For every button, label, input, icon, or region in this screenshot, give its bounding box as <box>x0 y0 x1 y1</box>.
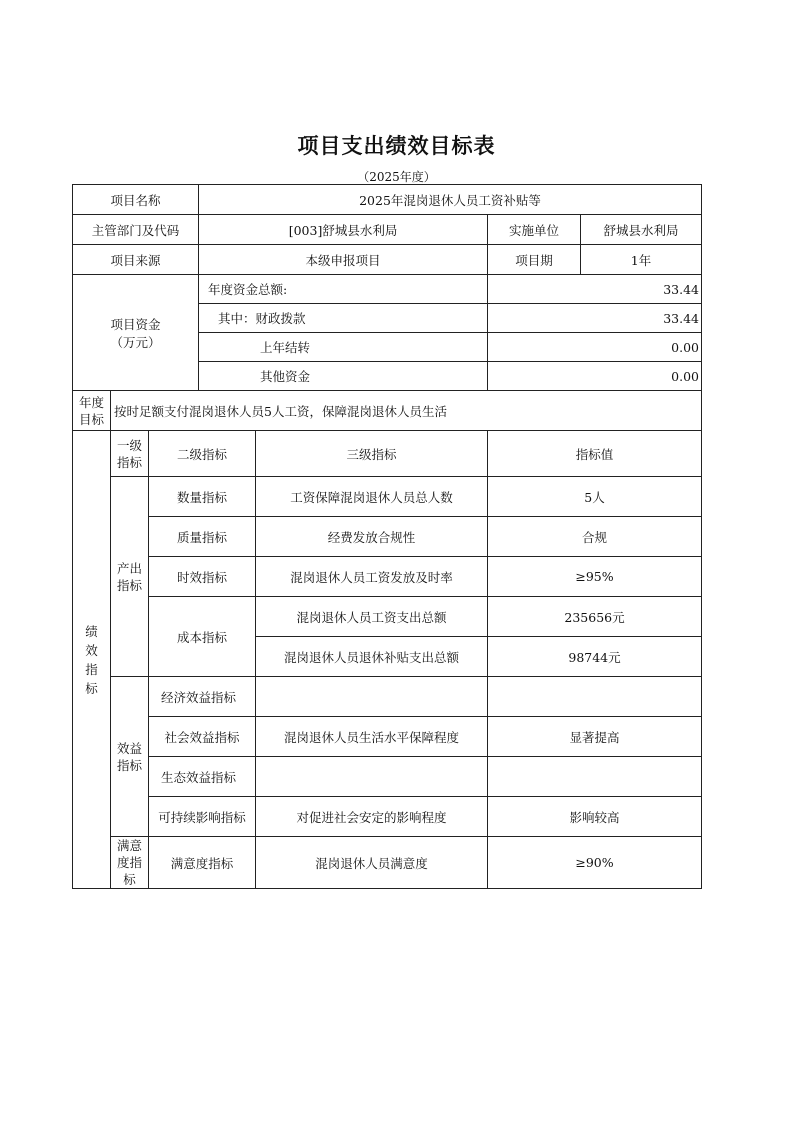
row-benefit-economic <box>73 677 702 717</box>
fund-total-label: 年度资金总额: <box>199 275 488 304</box>
impl-value: 舒城县水利局 <box>581 215 702 245</box>
indicator-value: 98744元 <box>488 637 702 677</box>
indicator-level3: 工资保障混岗退休人员总人数 <box>256 477 488 517</box>
indicator-value: ≥90% <box>488 837 702 889</box>
fund-other-label: 其他资金 <box>199 362 488 391</box>
indicators-label: 绩效指标 <box>73 431 111 889</box>
dept-label: 主管部门及代码 <box>73 215 199 245</box>
row-source <box>73 245 702 275</box>
indicator-level3 <box>256 677 488 717</box>
header-level3: 三级指标 <box>256 431 488 477</box>
indicator-level3: 混岗退休人员满意度 <box>256 837 488 889</box>
header-level1: 一级指标 <box>111 431 149 477</box>
indicator-level2: 社会效益指标 <box>149 717 256 757</box>
indicator-level2: 可持续影响指标 <box>149 797 256 837</box>
row-benefit-ecological <box>73 757 702 797</box>
satisfaction-label: 满意度指标 <box>111 837 149 889</box>
benefit-label: 效益指标 <box>111 677 149 837</box>
source-value: 本级申报项目 <box>199 245 488 275</box>
fund-carryover-value: 0.00 <box>488 333 702 362</box>
row-annual-goal <box>73 391 702 431</box>
period-value: 1年 <box>581 245 702 275</box>
indicator-level2: 时效指标 <box>149 557 256 597</box>
indicator-value <box>488 757 702 797</box>
indicator-level3: 混岗退休人员退休补贴支出总额 <box>256 637 488 677</box>
indicator-level2: 满意度指标 <box>149 837 256 889</box>
indicator-value: 235656元 <box>488 597 702 637</box>
row-benefit-social <box>73 717 702 757</box>
funds-label: 项目资金 <box>110 316 161 332</box>
indicator-level3: 混岗退休人员工资发放及时率 <box>256 557 488 597</box>
row-output-cost-1 <box>73 597 702 637</box>
fiscal-year: （2025年度） <box>357 170 436 184</box>
indicator-level3 <box>256 757 488 797</box>
row-fund-total <box>73 275 702 304</box>
page-title: 项目支出绩效目标表 <box>297 134 496 158</box>
funds-label-cell <box>73 275 199 391</box>
cost-level2: 成本指标 <box>149 597 256 677</box>
dept-value: [003]舒城县水利局 <box>199 215 488 245</box>
indicator-level2: 质量指标 <box>149 517 256 557</box>
indicator-level3: 混岗退休人员工资支出总额 <box>256 597 488 637</box>
funds-unit: （万元） <box>110 334 161 350</box>
indicator-value: 影响较高 <box>488 797 702 837</box>
indicator-level3: 对促进社会安定的影响程度 <box>256 797 488 837</box>
indicator-value <box>488 677 702 717</box>
fund-carryover-label: 上年结转 <box>199 333 488 362</box>
indicator-value: 显著提高 <box>488 717 702 757</box>
performance-target-table <box>72 184 702 889</box>
indicator-value: 5人 <box>488 477 702 517</box>
row-benefit-sustainable <box>73 797 702 837</box>
row-output-timeliness <box>73 557 702 597</box>
goal-text: 按时足额支付混岗退休人员5人工资，保障混岗退休人员生活 <box>111 391 702 431</box>
project-name-label: 项目名称 <box>73 185 199 215</box>
indicator-level3: 混岗退休人员生活水平保障程度 <box>256 717 488 757</box>
output-label: 产出指标 <box>111 477 149 677</box>
fund-total-value: 33.44 <box>488 275 702 304</box>
indicator-value: ≥95% <box>488 557 702 597</box>
row-output-quantity <box>73 477 702 517</box>
impl-label: 实施单位 <box>488 215 581 245</box>
goal-label: 年度目标 <box>73 391 111 431</box>
fund-fiscal-label: 其中：财政拨款 <box>199 304 488 333</box>
period-label: 项目期 <box>488 245 581 275</box>
indicator-level3: 经费发放合规性 <box>256 517 488 557</box>
row-indicator-header <box>73 431 702 477</box>
row-satisfaction <box>73 837 702 889</box>
source-label: 项目来源 <box>73 245 199 275</box>
project-name-value: 2025年混岗退休人员工资补贴等 <box>199 185 702 215</box>
fund-other-value: 0.00 <box>488 362 702 391</box>
row-project-name <box>73 185 702 215</box>
row-output-quality <box>73 517 702 557</box>
header-level2: 二级指标 <box>149 431 256 477</box>
fund-fiscal-value: 33.44 <box>488 304 702 333</box>
indicator-level2: 生态效益指标 <box>149 757 256 797</box>
indicator-value: 合规 <box>488 517 702 557</box>
indicator-level2: 数量指标 <box>149 477 256 517</box>
header-value: 指标值 <box>488 431 702 477</box>
indicator-level2: 经济效益指标 <box>149 677 256 717</box>
row-department <box>73 215 702 245</box>
